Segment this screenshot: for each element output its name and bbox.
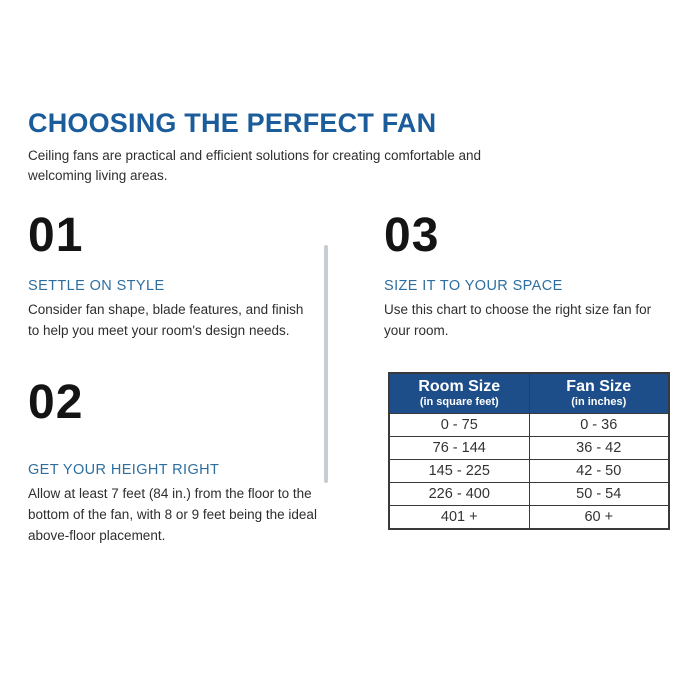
- step-1-body: Consider fan shape, blade features, and finish to help you meet your room's design needs.: [28, 302, 304, 338]
- step-1-heading: SETTLE ON STYLE: [28, 278, 165, 294]
- room-size-header-label: Room Size: [418, 378, 501, 395]
- step-3-body: Use this chart to choose the right size fan for your room.: [384, 302, 652, 338]
- size-chart-row: [389, 414, 669, 437]
- fan-size-cell: 42 - 50: [529, 460, 669, 483]
- step-3-number: 03: [384, 209, 440, 262]
- size-chart-table: [388, 372, 670, 530]
- page-subtitle: Ceiling fans are practical and efficient solutions for creating comfortable and welcoming living areas.: [28, 148, 482, 184]
- step-2-number: 02: [28, 376, 84, 429]
- fan-size-header-cell: [529, 373, 669, 414]
- room-size-cell: 76 - 144: [389, 437, 529, 460]
- size-chart-row: [389, 506, 669, 529]
- header: [28, 108, 588, 186]
- step-2-get-your-height-right: [28, 376, 318, 546]
- room-size-cell: 226 - 400: [389, 483, 529, 506]
- fan-size-cell: 60 +: [529, 506, 669, 529]
- fan-size-cell: 0 - 36: [529, 414, 669, 437]
- vertical-divider: [324, 245, 328, 483]
- fan-size-header-label: Fan Size: [566, 378, 632, 395]
- fan-size-header-sub: (in inches): [571, 396, 627, 408]
- step-2-body: Allow at least 7 feet (84 in.) from the floor to the bottom of the fan, with 8 or 9 feet being the ideal above-floor placement.: [28, 486, 317, 543]
- room-size-cell: 401 +: [389, 506, 529, 529]
- step-3-size-it-to-your-space: [384, 209, 676, 341]
- page-title: CHOOSING THE PERFECT FAN: [28, 108, 437, 138]
- room-size-header-sub: (in square feet): [419, 396, 499, 408]
- room-size-cell: 0 - 75: [389, 414, 529, 437]
- fan-size-cell: 36 - 42: [529, 437, 669, 460]
- step-3-heading: SIZE IT TO YOUR SPACE: [384, 278, 563, 294]
- room-size-cell: 145 - 225: [389, 460, 529, 483]
- size-chart-row: [389, 460, 669, 483]
- size-chart-header-row: [389, 373, 669, 414]
- step-2-heading: GET YOUR HEIGHT RIGHT: [28, 462, 220, 478]
- step-1-number: 01: [28, 209, 84, 262]
- step-1-settle-on-style: [28, 209, 318, 341]
- fan-size-cell: 50 - 54: [529, 483, 669, 506]
- size-chart-row: [389, 483, 669, 506]
- size-chart-row: [389, 437, 669, 460]
- room-size-header-cell: [389, 373, 529, 414]
